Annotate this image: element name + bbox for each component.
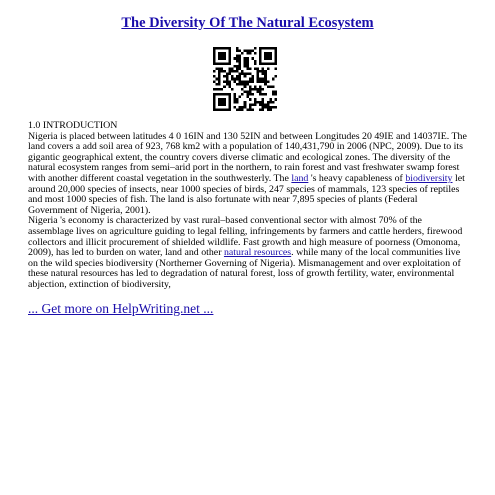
paragraph-1-text-c: let around 20,000 species of insects, near 1000 species of birds, 247 species of mammals, 123 species of reptiles and most 1000 species of fish. The land is also fortunate with near 7,895 species of plants (Federal Government of Nigeria, 2001). bbox=[28, 172, 465, 216]
link-natural-resources[interactable]: natural resources bbox=[223, 247, 292, 259]
paragraph-1-text-b: 's heavy capableness of bbox=[308, 172, 406, 184]
paragraph-2-text-a: Nigeria 's economy is characterized by vast rural–based conventional sector with almost 70% of the assemblage lives on agriculture guiding to legal felling, infringements by farmers and cattle herders, firewood collectors and illicit procurement of shielded wildlife. Fast growth and high measure of poorness (Omonoma, 2009), has led to burden on water, land and other bbox=[28, 215, 463, 259]
document-body bbox=[28, 121, 468, 291]
get-more-link[interactable]: ... Get more on HelpWriting.net ... bbox=[28, 301, 214, 316]
paragraph-1 bbox=[28, 132, 468, 217]
paragraph-1-text-a: Nigeria is placed between latitudes 4 0 16IN and 130 52IN and between Longitudes 20 49IE and 14037IE. The land covers a add soil area of 923, 768 km2 with a population of 140,431,790 in 2006 (NPC, 2009). Due to its gigantic geographical extent, the country covers diverse climatic and ecological zones. The diversity of the natural ecosystem ranges from semi–arid port in the northern, to rain forest and vast freshwater swamp forest with another different coastal vegetation in the southwesterly. The bbox=[28, 130, 467, 184]
section-heading: 1.0 INTRODUCTION bbox=[28, 120, 118, 131]
link-land[interactable]: land bbox=[291, 172, 309, 184]
link-biodiversity[interactable]: biodiversity bbox=[405, 172, 453, 184]
paragraph-2 bbox=[28, 216, 468, 290]
qr-code-icon bbox=[213, 47, 277, 111]
document-title[interactable]: The Diversity Of The Natural Ecosystem bbox=[121, 15, 374, 31]
paragraph-2-text-b: . while many of the local communities live on the wild species biodiversity (Northerner Governing of Nigeria). Mismanagement and over exploitation of these natural resources has led to degradation of natural forest, loss of growth fertility, water, environmental abjection, extinction of biodiversity, bbox=[28, 247, 461, 290]
